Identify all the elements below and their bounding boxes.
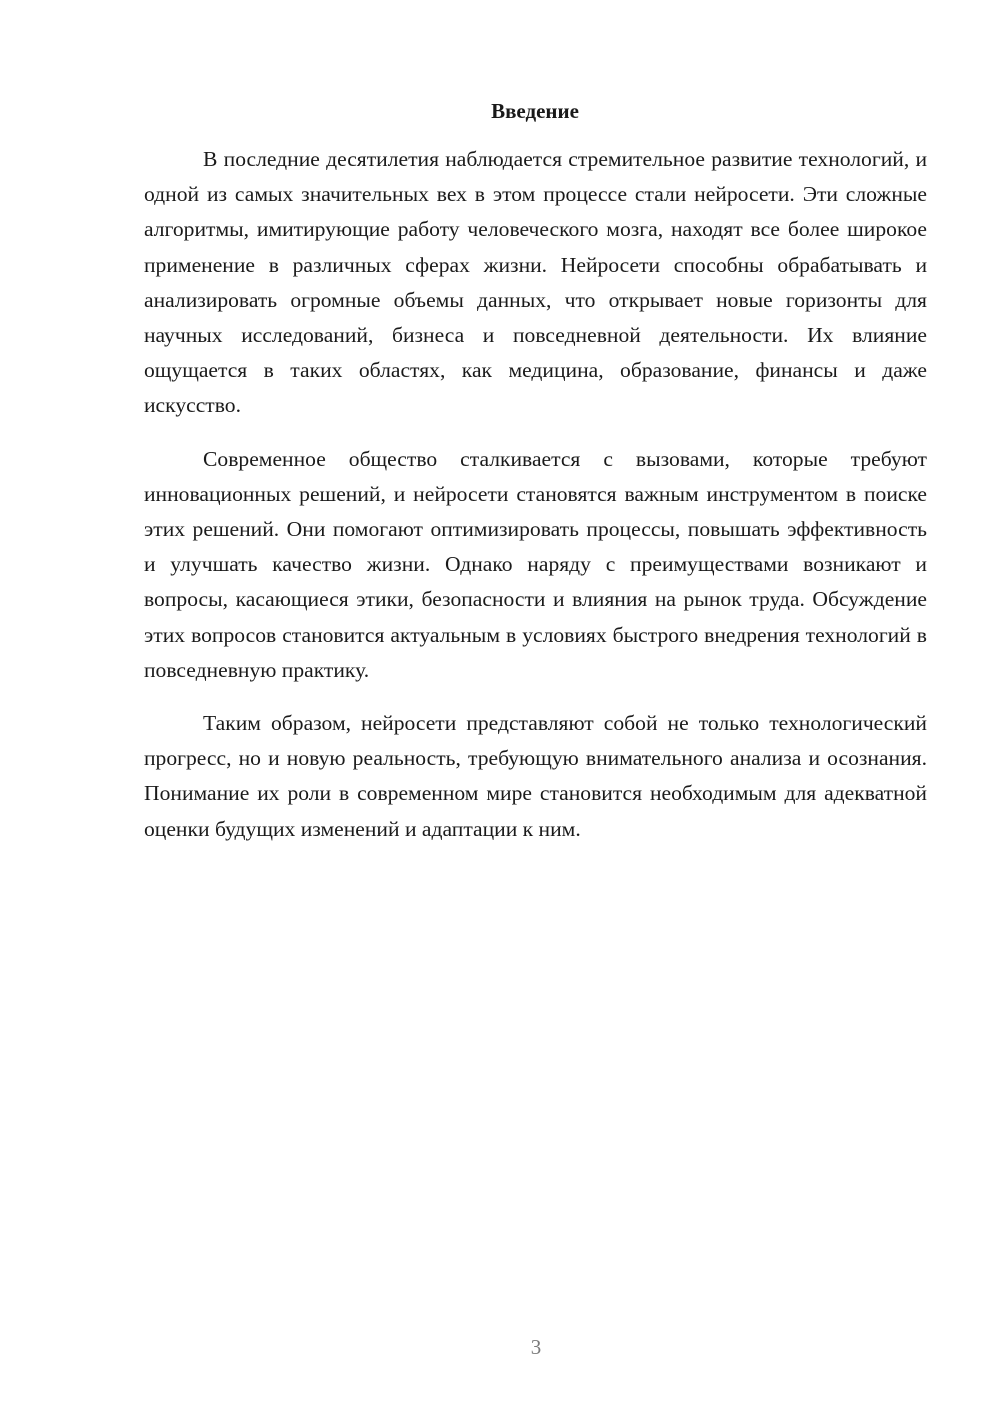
page-number: 3 [530, 1335, 542, 1359]
paragraph-1: В последние десятилетия наблюдается стремительное развитие технологий, и одной из самых значительных вех в этом процессе стали нейросети. Эти сложные алгоритмы, имитирующие работу человеческого мозга, находят все более широкое применение в различных сферах жизни. Нейросети способны обрабатывать и анализировать огромные объемы данных, что открывает новые горизонты для научных исследований, бизнеса и повседневной деятельности. Их влияние ощущается в таких областях, как медицина, образование, финансы и даже искусство. [144, 147, 927, 418]
paragraph-2: Современное общество сталкивается с вызовами, которые требуют инновационных решений, и нейросети становятся важным инструментом в поиске этих решений. Они помогают оптимизировать процессы, повышать эффективность и улучшать качество жизни. Однако наряду с преимуществами возникают и вопросы, касающиеся этики, безопасности и влияния на рынок труда. Обсуждение этих вопросов становится актуальным в условиях быстрого внедрения технологий в повседневную практику. [144, 446, 927, 682]
body-text [144, 142, 927, 865]
paragraph-3: Таким образом, нейросети представляют собой не только технологический прогресс, но и новую реальность, требующую внимательного анализа и осознания. Понимание их роли в современном мире становится необходимым для адекватной оценки будущих изменений и адаптации к ним. [144, 711, 927, 841]
section-title: Введение [491, 99, 579, 123]
